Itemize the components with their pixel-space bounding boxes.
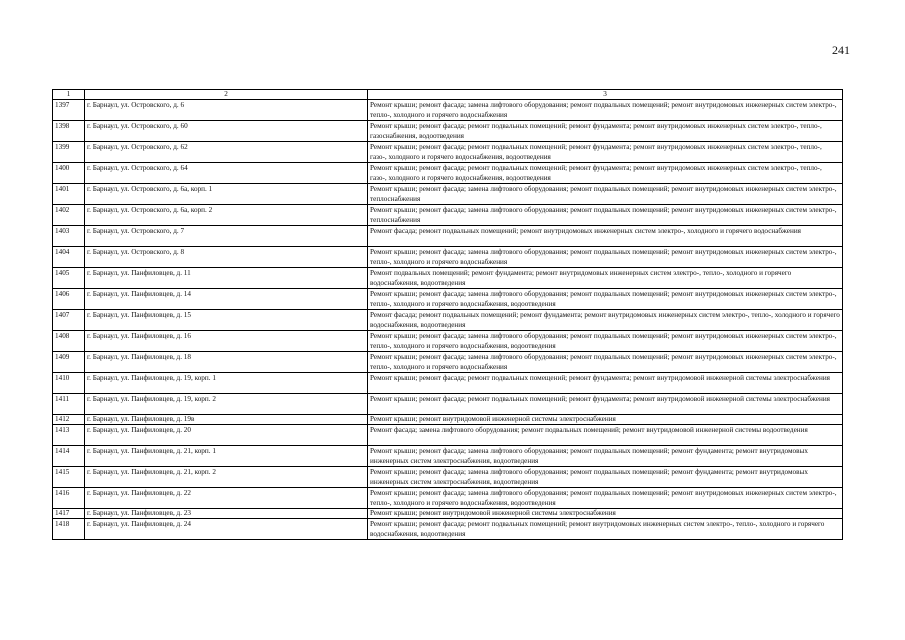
row-number-cell: 1397 <box>53 100 85 121</box>
table-row <box>53 373 843 394</box>
address-cell: г. Барнаул, ул. Островского, д. 6а, корп. 1 <box>85 184 368 205</box>
table-row <box>53 142 843 163</box>
row-number-cell: 1406 <box>53 289 85 310</box>
row-number-cell: 1409 <box>53 352 85 373</box>
table-row <box>53 331 843 352</box>
column-header-works: 3 <box>368 90 843 100</box>
table-row <box>53 352 843 373</box>
address-cell: г. Барнаул, ул. Панфиловцев, д. 19, корп. 1 <box>85 373 368 394</box>
works-cell: Ремонт крыши; ремонт фасада; ремонт подвальных помещений; ремонт фундамента; ремонт внутридомовых инженерных систем электро-, тепло-, газо-, холодного и горячего водоснабжения, водоотведения <box>368 142 843 163</box>
row-number-cell: 1411 <box>53 394 85 415</box>
address-cell: г. Барнаул, ул. Панфиловцев, д. 14 <box>85 289 368 310</box>
row-number-cell: 1416 <box>53 488 85 509</box>
row-number-cell: 1407 <box>53 310 85 331</box>
address-cell: г. Барнаул, ул. Панфиловцев, д. 21, корп. 2 <box>85 467 368 488</box>
table-row <box>53 509 843 519</box>
table-row <box>53 226 843 247</box>
works-cell: Ремонт крыши; ремонт фасада; замена лифтового оборудования; ремонт подвальных помещений; ремонт внутридомовых инженерных систем электро-, теплоснабжения <box>368 184 843 205</box>
column-header-address: 2 <box>85 90 368 100</box>
row-number-cell: 1403 <box>53 226 85 247</box>
table-row <box>53 121 843 142</box>
table-row <box>53 519 843 540</box>
table-row <box>53 467 843 488</box>
address-cell: г. Барнаул, ул. Островского, д. 6а, корп. 2 <box>85 205 368 226</box>
address-cell: г. Барнаул, ул. Панфиловцев, д. 18 <box>85 352 368 373</box>
row-number-cell: 1398 <box>53 121 85 142</box>
row-number-cell: 1400 <box>53 163 85 184</box>
row-number-cell: 1405 <box>53 268 85 289</box>
row-number-cell: 1402 <box>53 205 85 226</box>
address-cell: г. Барнаул, ул. Островского, д. 6 <box>85 100 368 121</box>
table-row <box>53 446 843 467</box>
address-cell: г. Барнаул, ул. Панфиловцев, д. 21, корп. 1 <box>85 446 368 467</box>
table-row <box>53 247 843 268</box>
table-row <box>53 163 843 184</box>
table-row <box>53 415 843 425</box>
row-number-cell: 1408 <box>53 331 85 352</box>
address-cell: г. Барнаул, ул. Островского, д. 62 <box>85 142 368 163</box>
address-cell: г. Барнаул, ул. Панфиловцев, д. 24 <box>85 519 368 540</box>
works-cell: Ремонт крыши; ремонт фасада; замена лифтового оборудования; ремонт подвальных помещений; ремонт внутридомовых инженерных систем электро-, тепло-, холодного и горячего водоснабжения, водоотведения <box>368 331 843 352</box>
row-number-cell: 1399 <box>53 142 85 163</box>
works-cell: Ремонт крыши; ремонт фасада; ремонт подвальных помещений; ремонт фундамента; ремонт внутридомовой инженерной системы электроснабжения <box>368 394 843 415</box>
address-cell: г. Барнаул, ул. Островского, д. 8 <box>85 247 368 268</box>
works-cell: Ремонт крыши; ремонт фасада; замена лифтового оборудования; ремонт подвальных помещений; ремонт внутридомовых инженерных систем электро-, тепло-, холодного и горячего водоснабжения <box>368 247 843 268</box>
row-number-cell: 1414 <box>53 446 85 467</box>
works-cell: Ремонт фасада; замена лифтового оборудования; ремонт подвальных помещений; ремонт внутридомовой инженерной системы водоотведения <box>368 425 843 446</box>
table-row <box>53 205 843 226</box>
works-cell: Ремонт крыши; ремонт фасада; ремонт подвальных помещений; ремонт фундамента; ремонт внутридомовых инженерных систем электро-, тепло-, газо-, холодного и горячего водоснабжения, водоотведения <box>368 163 843 184</box>
works-cell: Ремонт крыши; ремонт фасада; ремонт подвальных помещений; ремонт внутридомовых инженерных систем электро-, тепло-, холодного и горячего водоснабжения, водоотведения <box>368 519 843 540</box>
works-cell: Ремонт крыши; ремонт фасада; замена лифтового оборудования; ремонт подвальных помещений; ремонт фундамента; ремонт внутридомовых инженерных систем электроснабжения, водоотведения <box>368 467 843 488</box>
row-number-cell: 1417 <box>53 509 85 519</box>
row-number-cell: 1413 <box>53 425 85 446</box>
address-cell: г. Барнаул, ул. Панфиловцев, д. 19в <box>85 415 368 425</box>
works-cell: Ремонт крыши; ремонт внутридомовой инженерной системы электроснабжения <box>368 415 843 425</box>
address-cell: г. Барнаул, ул. Панфиловцев, д. 19, корп. 2 <box>85 394 368 415</box>
row-number-cell: 1415 <box>53 467 85 488</box>
works-cell: Ремонт крыши; ремонт фасада; замена лифтового оборудования; ремонт подвальных помещений; ремонт внутридомовых инженерных систем электро-, тепло-, холодного и горячего водоснабжения <box>368 352 843 373</box>
address-cell: г. Барнаул, ул. Островского, д. 7 <box>85 226 368 247</box>
row-number-cell: 1412 <box>53 415 85 425</box>
works-cell: Ремонт крыши; ремонт фасада; ремонт подвальных помещений; ремонт фундамента; ремонт внутридомовых инженерных систем электро-, тепло-, газоснабжения, водоотведения <box>368 121 843 142</box>
table-row <box>53 184 843 205</box>
works-cell: Ремонт фасада; ремонт подвальных помещений; ремонт внутридомовых инженерных систем электро-, холодного и горячего водоснабжения <box>368 226 843 247</box>
table-row <box>53 425 843 446</box>
works-cell: Ремонт крыши; ремонт фасада; замена лифтового оборудования; ремонт подвальных помещений; ремонт внутридомовых инженерных систем электро-, теплоснабжения <box>368 205 843 226</box>
works-cell: Ремонт крыши; ремонт фасада; замена лифтового оборудования; ремонт подвальных помещений; ремонт внутридомовых инженерных систем электро-, тепло-, холодного и горячего водоснабжения, водоотведения <box>368 488 843 509</box>
works-cell: Ремонт крыши; ремонт внутридомовой инженерной системы электроснабжения <box>368 509 843 519</box>
address-cell: г. Барнаул, ул. Панфиловцев, д. 15 <box>85 310 368 331</box>
table-body <box>53 100 843 540</box>
works-cell: Ремонт подвальных помещений; ремонт фундамента; ремонт внутридомовых инженерных систем электро-, тепло-, холодного и горячего водоснабжения, водоотведения <box>368 268 843 289</box>
header-row <box>53 90 843 100</box>
address-cell: г. Барнаул, ул. Панфиловцев, д. 22 <box>85 488 368 509</box>
table-row <box>53 394 843 415</box>
table-row <box>53 310 843 331</box>
row-number-cell: 1404 <box>53 247 85 268</box>
address-cell: г. Барнаул, ул. Островского, д. 60 <box>85 121 368 142</box>
works-cell: Ремонт крыши; ремонт фасада; замена лифтового оборудования; ремонт подвальных помещений; ремонт внутридомовых инженерных систем электро-, тепло-, холодного и горячего водоснабжения <box>368 100 843 121</box>
table-row <box>53 100 843 121</box>
column-header-number: 1 <box>53 90 85 100</box>
works-cell: Ремонт крыши; ремонт фасада; замена лифтового оборудования; ремонт подвальных помещений; ремонт фундамента; ремонт внутридомовых инженерных систем электроснабжения, водоотведения <box>368 446 843 467</box>
address-cell: г. Барнаул, ул. Панфиловцев, д. 20 <box>85 425 368 446</box>
table-row <box>53 268 843 289</box>
works-cell: Ремонт крыши; ремонт фасада; ремонт подвальных помещений; ремонт фундамента; ремонт внутридомовой инженерной системы электроснабжения <box>368 373 843 394</box>
address-cell: г. Барнаул, ул. Панфиловцев, д. 16 <box>85 331 368 352</box>
row-number-cell: 1401 <box>53 184 85 205</box>
page-number: 241 <box>832 43 850 57</box>
repair-program-table <box>52 89 843 540</box>
table-row <box>53 488 843 509</box>
works-cell: Ремонт фасада; ремонт подвальных помещений; ремонт фундамента; ремонт внутридомовых инженерных систем электро-, тепло-, холодного и горячего водоснабжения, водоотведения <box>368 310 843 331</box>
row-number-cell: 1418 <box>53 519 85 540</box>
address-cell: г. Барнаул, ул. Панфиловцев, д. 23 <box>85 509 368 519</box>
table-row <box>53 289 843 310</box>
address-cell: г. Барнаул, ул. Островского, д. 64 <box>85 163 368 184</box>
row-number-cell: 1410 <box>53 373 85 394</box>
works-cell: Ремонт крыши; ремонт фасада; замена лифтового оборудования; ремонт подвальных помещений; ремонт внутридомовых инженерных систем электро-, тепло-, холодного и горячего водоснабжения, водоотведения <box>368 289 843 310</box>
address-cell: г. Барнаул, ул. Панфиловцев, д. 11 <box>85 268 368 289</box>
